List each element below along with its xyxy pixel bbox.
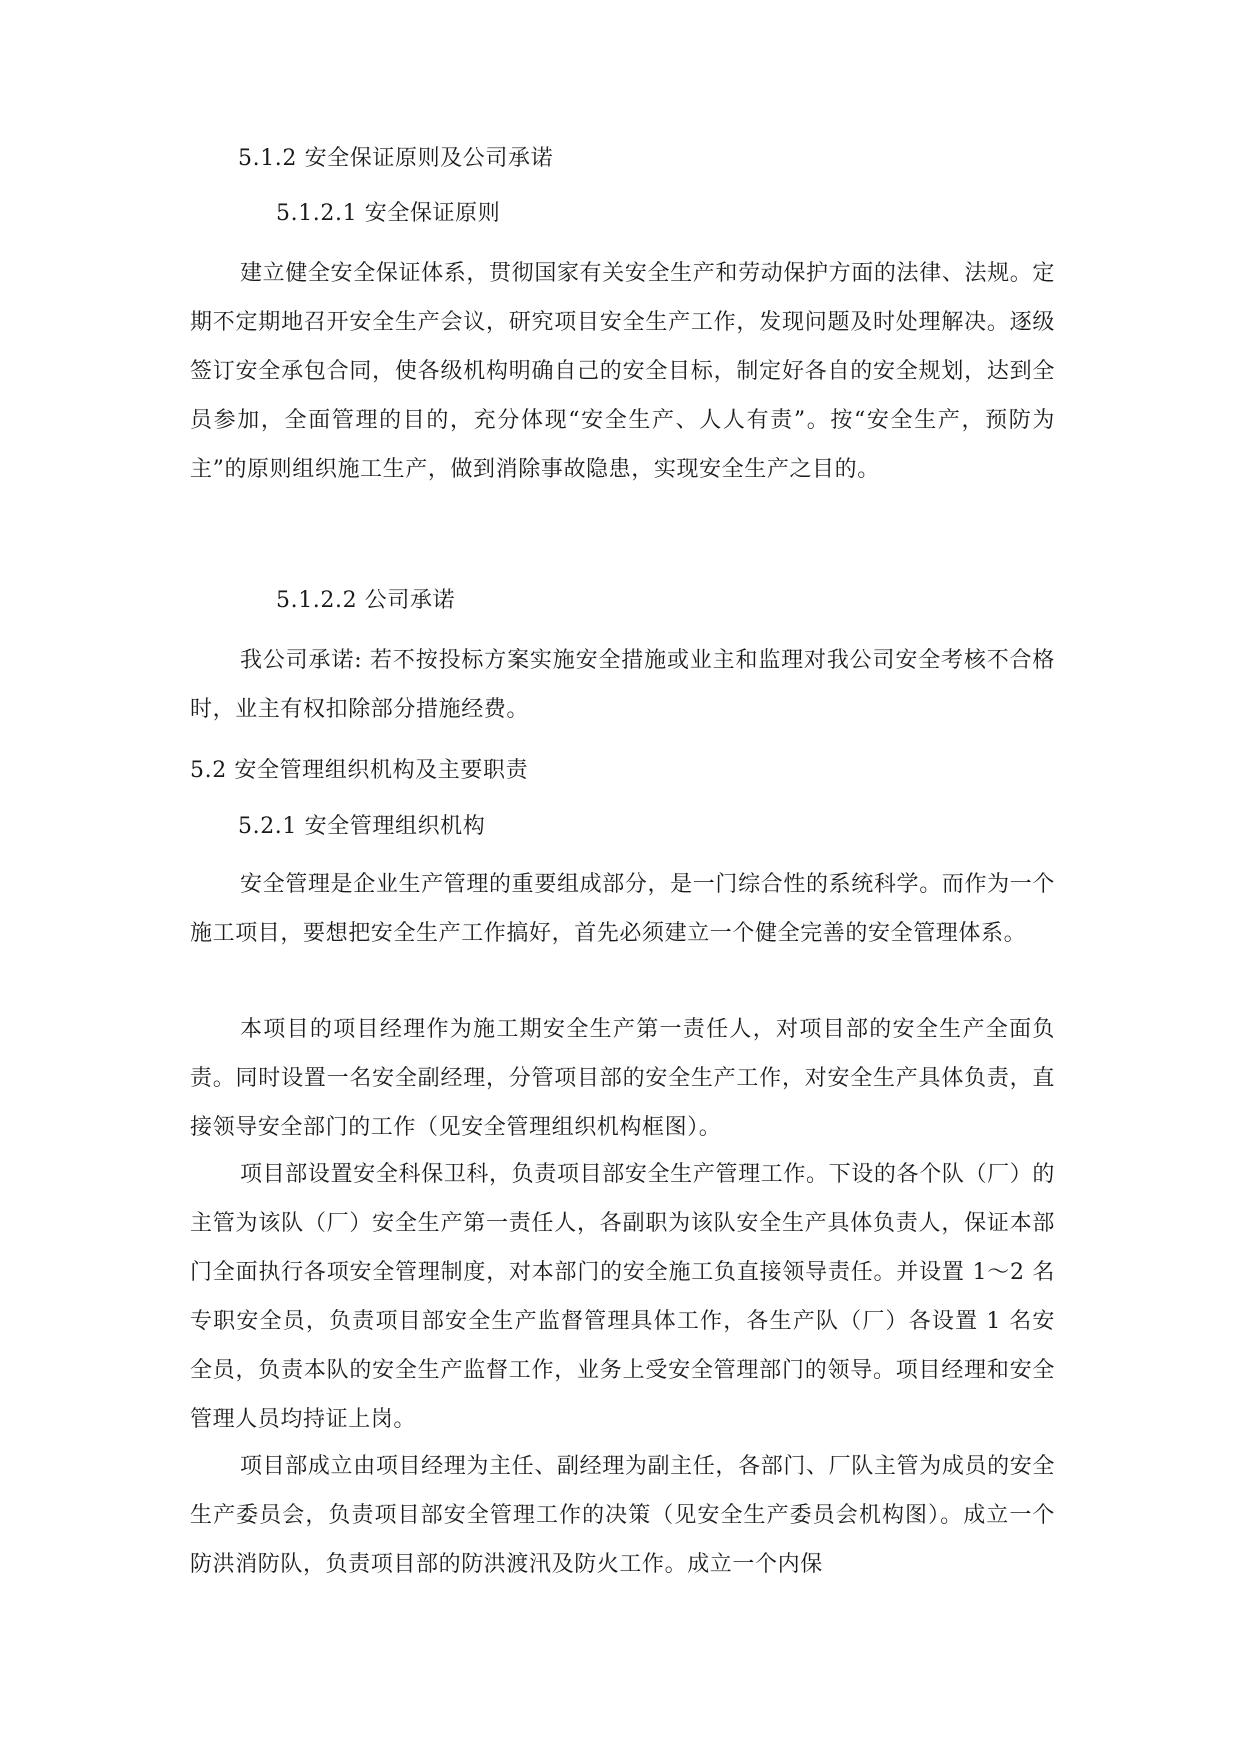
heading-5-2-1: 5.2.1 安全管理组织机构: [238, 814, 486, 839]
paragraph-safety-department: 项目部设置安全科保卫科，负责项目部安全生产管理工作。下设的各个队（厂）的主管为该队（厂）安全生产第一责任人，各副职为该队安全生产具体负责人，保证本部门全面执行各项安全管理制度，对本部门的安全施工负直接领导责任。并设置 1～2 名专职安全员，负责项目部安全生产监督管理具体工作，各生产队（厂）各设置 1 名安全员，负责本队的安全生产监督工作，业务上受安全管理部门的领导。项目经理和安全管理人员均持证上岗。: [190, 1162, 1055, 1432]
heading-5-1-2-2: 5.1.2.2 公司承诺: [276, 588, 456, 613]
paragraph-company-commitment: 我公司承诺: 若不按投标方案实施安全措施或业主和监理对我公司安全考核不合格时，业主有权扣除部分措施经费。: [190, 648, 1055, 722]
heading-5-1-2-1: 5.1.2.1 安全保证原则: [276, 201, 501, 226]
paragraph-project-manager-responsibility: 本项目的项目经理作为施工期安全生产第一责任人，对项目部的安全生产全面负责。同时设置一名安全副经理，分管项目部的安全生产工作，对安全生产具体负责，直接领导安全部门的工作（见安全管理组织机构框图）。: [190, 1017, 1055, 1140]
paragraph-safety-principle: 建立健全安全保证体系，贯彻国家有关安全生产和劳动保护方面的法律、法规。定期不定期地召开安全生产会议，研究项目安全生产工作，发现问题及时处理解决。逐级签订安全承包合同，使各级机构明确自己的安全目标，制定好各自的安全规划，达到全员参加，全面管理的目的，充分体现“安全生产、人人有责”。按“安全生产，预防为主”的原则组织施工生产，做到消除事故隐患，实现安全生产之目的。: [190, 261, 1055, 482]
heading-5-1-2: 5.1.2 安全保证原则及公司承诺: [238, 146, 554, 171]
paragraph-safety-committee: 项目部成立由项目经理为主任、副经理为副主任，各部门、厂队主管为成员的安全生产委员会，负责项目部安全管理工作的决策（见安全生产委员会机构图）。成立一个防洪消防队，负责项目部的防洪渡汛及防火工作。成立一个内保: [190, 1454, 1055, 1577]
paragraph-safety-management-intro: 安全管理是企业生产管理的重要组成部分，是一门综合性的系统科学。而作为一个施工项目，要想把安全生产工作搞好，首先必须建立一个健全完善的安全管理体系。: [190, 872, 1055, 946]
heading-5-2: 5.2 安全管理组织机构及主要职责: [190, 758, 529, 783]
